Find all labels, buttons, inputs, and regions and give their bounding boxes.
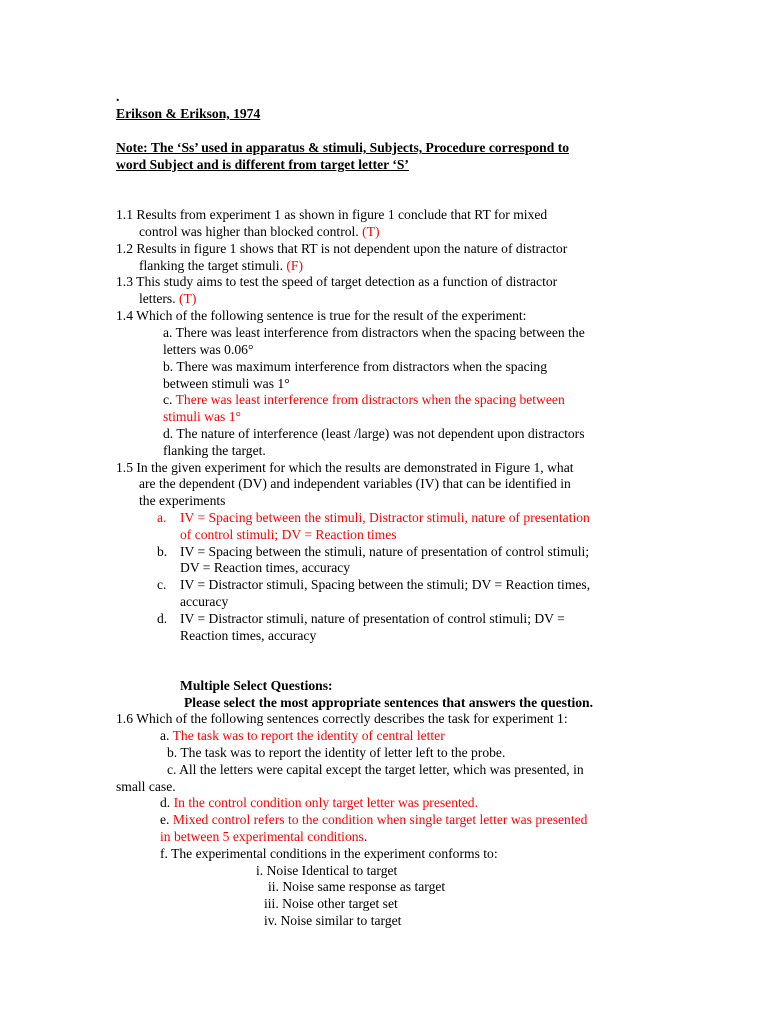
q1-5-option-b-label: b. [157, 544, 168, 559]
msq-instruction: Please select the most appropriate sentences that answers the question. [184, 695, 594, 710]
q1-4-option-d-line-2: flanking the target. [163, 443, 266, 458]
q1-5-stem-line-2: are the dependent (DV) and independent variables (IV) that can be identified in [139, 476, 571, 491]
q1-6-option-f-iv: iv. Noise similar to target [264, 913, 402, 928]
q1-2-line-2 [139, 257, 303, 274]
q1-6-option-d-label: d. [160, 795, 171, 810]
note-line-2: word Subject and is different from target letter ‘S’ [116, 157, 409, 172]
q1-6-option-c-line-2: small case. [116, 779, 176, 794]
q1-1-line-1: 1.1 Results from experiment 1 as shown in figure 1 conclude that RT for mixed [116, 207, 548, 222]
q1-6-option-e-text: Mixed control refers to the condition when single target letter was presented [172, 812, 588, 827]
q1-4-option-c-label: c. [163, 392, 173, 407]
q1-4-option-c-line-1 [163, 391, 565, 408]
q1-3-answer: (T) [179, 291, 197, 306]
q1-6-option-f: f. The experimental conditions in the experiment conforms to: [160, 846, 498, 861]
q1-6-option-e-text-2: in between 5 experimental conditions [160, 829, 364, 844]
q1-4-option-d-line-1: d. The nature of interference (least /large) was not dependent upon distractors [163, 426, 585, 441]
q1-3-text: letters. [139, 291, 176, 306]
q1-5-option-a-line-1: IV = Spacing between the stimuli, Distractor stimuli, nature of presentation [180, 510, 590, 525]
q1-6-option-a [160, 727, 445, 744]
q1-5-option-d-label: d. [157, 611, 168, 626]
q1-2-answer: (F) [286, 258, 304, 273]
q1-4-option-b-line-1: b. There was maximum interference from distractors when the spacing [163, 359, 548, 374]
q1-6-stem: 1.6 Which of the following sentences correctly describes the task for experiment 1: [116, 711, 568, 726]
note-line-1: Note: The ‘Ss’ used in apparatus & stimuli, Subjects, Procedure correspond to [116, 140, 570, 155]
q1-6-option-f-ii: ii. Noise same response as target [268, 879, 446, 894]
q1-5-option-c-line-2: accuracy [180, 594, 229, 609]
q1-6-option-e-line-1 [160, 811, 587, 828]
q1-3-line-1: 1.3 This study aims to test the speed of target detection as a function of distractor [116, 274, 558, 289]
q1-6-option-d [160, 794, 478, 811]
q1-2-text: flanking the target stimuli. [139, 258, 283, 273]
q1-1-answer: (T) [362, 224, 380, 239]
q1-6-option-c-line-1: c. All the letters were capital except the target letter, which was presented, in [167, 762, 584, 777]
q1-4-option-a-line-2: letters was 0.06° [163, 342, 254, 357]
q1-6-option-d-text: In the control condition only target letter was presented. [173, 795, 478, 810]
q1-6-option-e-label: e. [160, 812, 170, 827]
q1-1-line-2 [139, 223, 379, 240]
header-dot: . [116, 89, 120, 104]
q1-5-option-b-line-1: IV = Spacing between the stimuli, nature of presentation of control stimuli; [180, 544, 590, 559]
q1-6-option-e-line-2 [160, 828, 367, 845]
q1-5-option-a-line-2: of control stimuli; DV = Reaction times [180, 527, 397, 542]
msq-heading: Multiple Select Questions: [180, 678, 333, 693]
q1-6-option-e-period: . [363, 829, 368, 844]
q1-3-line-2 [139, 290, 196, 307]
q1-6-option-a-label: a. [160, 728, 170, 743]
q1-5-option-b-line-2: DV = Reaction times, accuracy [180, 560, 351, 575]
q1-5-option-a-label: a. [157, 510, 167, 525]
q1-6-option-f-iii: iii. Noise other target set [264, 896, 398, 911]
q1-5-stem-line-1: 1.5 In the given experiment for which the results are demonstrated in Figure 1, what [116, 460, 574, 475]
q1-1-text: control was higher than blocked control. [139, 224, 359, 239]
q1-5-stem-line-3: the experiments [139, 493, 226, 508]
q1-4-option-a-line-1: a. There was least interference from distractors when the spacing between the [163, 325, 585, 340]
q1-6-option-a-text: The task was to report the identity of central letter [172, 728, 445, 743]
q1-4-stem: 1.4 Which of the following sentence is true for the result of the experiment: [116, 308, 527, 323]
q1-6-option-b: b. The task was to report the identity of letter left to the probe. [167, 745, 506, 760]
q1-6-option-f-i: i. Noise Identical to target [256, 863, 398, 878]
q1-4-option-b-line-2: between stimuli was 1° [163, 376, 290, 391]
q1-4-option-c-text: There was least interference from distractors when the spacing between [175, 392, 565, 407]
q1-2-line-1: 1.2 Results in figure 1 shows that RT is not dependent upon the nature of distractor [116, 241, 568, 256]
q1-4-option-c-line-2: stimuli was 1° [163, 409, 241, 424]
q1-5-option-d-line-2: Reaction times, accuracy [180, 628, 317, 643]
q1-5-option-c-label: c. [157, 577, 167, 592]
q1-5-option-d-line-1: IV = Distractor stimuli, nature of presentation of control stimuli; DV = [180, 611, 565, 626]
q1-5-option-c-line-1: IV = Distractor stimuli, Spacing between the stimuli; DV = Reaction times, [180, 577, 591, 592]
document-title: Erikson & Erikson, 1974 [116, 106, 261, 121]
